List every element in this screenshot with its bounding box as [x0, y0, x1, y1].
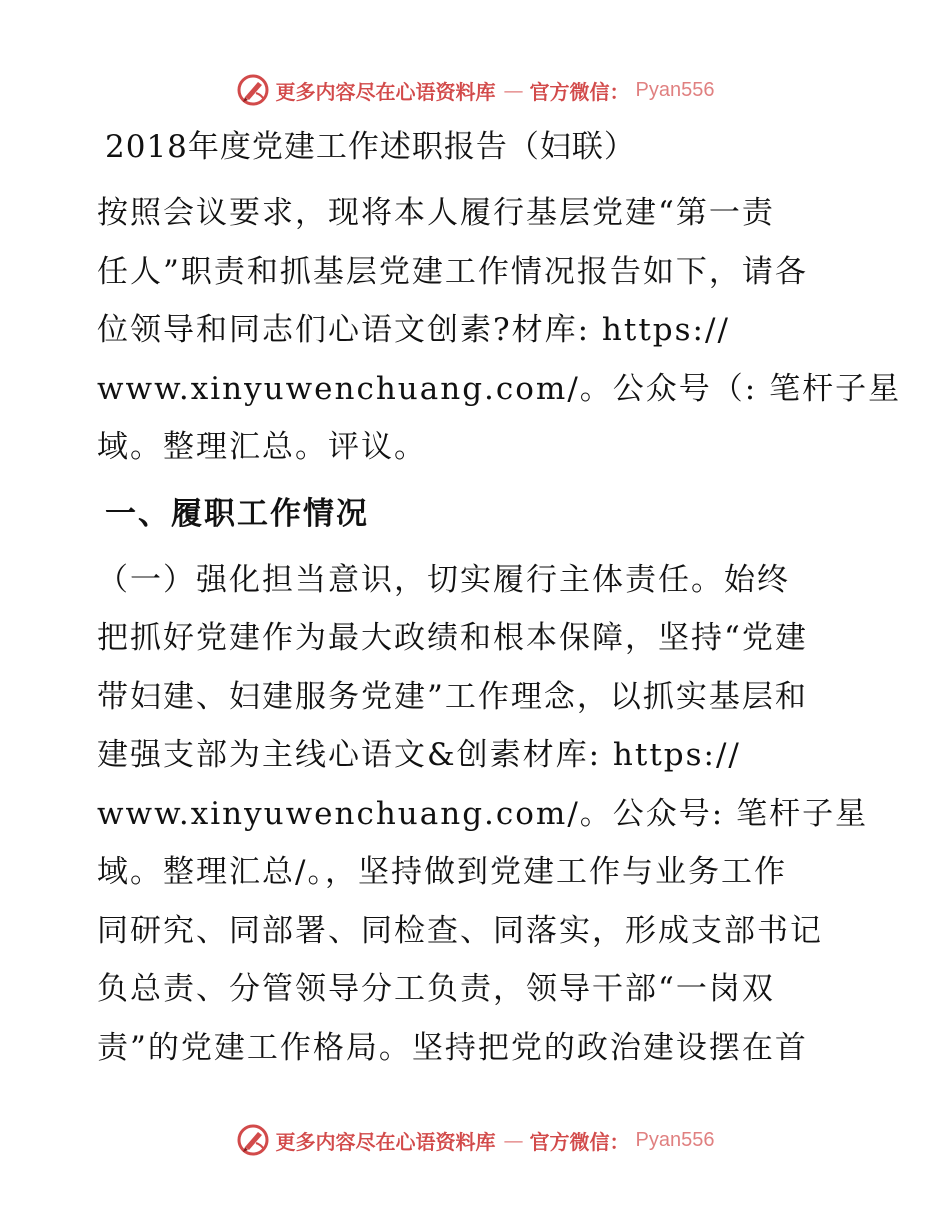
section-line: 负总责、分管领导分工负责，领导干部“一岗双 [97, 971, 775, 1007]
section-line: www.xinyuwenchuang.com/。公众号: 笔杆子星 [97, 795, 869, 832]
intro-line: 按照会议要求，现将本人履行基层党建“第一责 [97, 195, 775, 231]
section-line: 建强支部为主线心语文&创素材库: https:// [97, 737, 741, 773]
intro-paragraph [97, 176, 902, 477]
watermark-text: 更多内容尽在心语资料库 [275, 79, 496, 104]
watermark-separator: — [503, 78, 524, 102]
section-line: （一）强化担当意识，切实履行主体责任。始终 [97, 561, 790, 598]
watermark-label: 官方微信： [529, 1129, 630, 1154]
watermark-separator: — [503, 1128, 524, 1152]
section-line: 同研究、同部署、同检查、同落实，形成支部书记 [97, 912, 823, 949]
watermark-handle: Pyan556 [635, 78, 715, 101]
watermark-header [0, 70, 950, 110]
watermark-handle: Pyan556 [635, 1128, 715, 1151]
document-body [97, 118, 902, 1077]
section-line: 带妇建、妇建服务党建”工作理念，以抓实基层和 [97, 678, 808, 715]
section-paragraph [97, 543, 869, 1078]
intro-line: 任人”职责和抓基层党建工作情况报告如下，请各 [97, 253, 808, 290]
section-line: 把抓好党建作为最大政绩和根本保障，坚持“党建 [97, 620, 808, 656]
intro-line: 位领导和同志们心语文创素?材库: https:// [97, 312, 730, 348]
watermark-label: 官方微信： [529, 79, 630, 104]
watermark-footer [0, 1120, 950, 1160]
pen-logo-icon [236, 73, 270, 107]
watermark-text: 更多内容尽在心语资料库 [275, 1129, 496, 1154]
section-heading: 一、履职工作情况 [105, 495, 369, 532]
intro-line: www.xinyuwenchuang.com/。公众号（: 笔杆子星 [97, 370, 902, 407]
pen-logo-icon [236, 1123, 270, 1157]
section-line: 域。整理汇总/。，坚持做到党建工作与业务工作 [97, 854, 787, 890]
document-title: 2018年度党建工作述职报告（妇联） [105, 129, 636, 165]
intro-line: 域。整理汇总。评议。 [97, 429, 427, 465]
section-line: 责”的党建工作格局。坚持把党的政治建设摆在首 [97, 1029, 808, 1066]
